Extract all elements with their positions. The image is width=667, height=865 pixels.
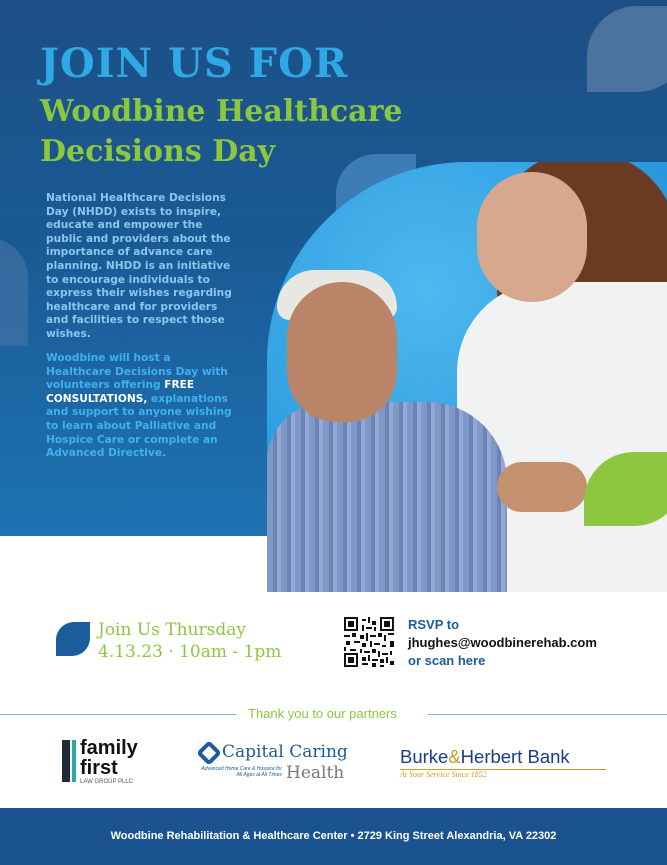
nhdd-description: National Healthcare Decisions Day (NHDD) exists to inspire, educate and empower the public and providers about the importance of advance care planning. NHDD is an initiative to encourage individuals to express their wishes regarding healthcare and for providers and facilities to respect those wishes. bbox=[46, 192, 232, 340]
free-consultations-emphasis: FREE CONSULTATIONS, bbox=[46, 379, 195, 405]
footer-bar bbox=[0, 808, 667, 865]
decorative-leaf-shape bbox=[587, 6, 667, 92]
decorative-leaf-shape bbox=[0, 238, 28, 346]
partners-heading: Thank you to our partners bbox=[248, 706, 397, 721]
rsvp-scan-label: or scan here bbox=[408, 653, 486, 668]
doctor-patient-photo bbox=[267, 162, 667, 592]
family-first-logo: family first LAW GROUP PLLC bbox=[62, 738, 152, 788]
capital-caring-logo: Capital Caring Advanced Home Care & Hospice for All Ages at All Times Health bbox=[200, 742, 360, 786]
rsvp-block bbox=[408, 616, 597, 670]
event-description: Woodbine will host a Healthcare Decisions Day with volunteers offering FREE CONSULTATIONS, explanations and support to anyone wishing to learn about Palliative and Hospice Care or complete an Advanced Directive. bbox=[46, 352, 232, 460]
event-title: Woodbine Healthcare Decisions Day bbox=[40, 94, 403, 169]
rsvp-email-link[interactable]: jhughes@woodbinerehab.com bbox=[408, 635, 597, 650]
headline-join-us: JOIN US FOR bbox=[40, 40, 349, 87]
divider bbox=[428, 714, 667, 715]
event-day: Join Us Thursday bbox=[98, 620, 247, 640]
divider bbox=[0, 714, 236, 715]
event-date-time: 4.13.23 · 10am - 1pm bbox=[98, 642, 282, 662]
qr-code[interactable] bbox=[344, 617, 394, 667]
capital-caring-mark-icon bbox=[196, 740, 221, 765]
rsvp-label: RSVP to bbox=[408, 617, 460, 632]
footer-address: Woodbine Rehabilitation & Healthcare Center • 2729 King Street Alexandria, VA 22302 bbox=[110, 830, 557, 842]
burke-herbert-logo: Burke&Herbert Bank At Your Service Since 1852 bbox=[400, 746, 610, 782]
leaf-bullet-icon bbox=[56, 622, 90, 656]
